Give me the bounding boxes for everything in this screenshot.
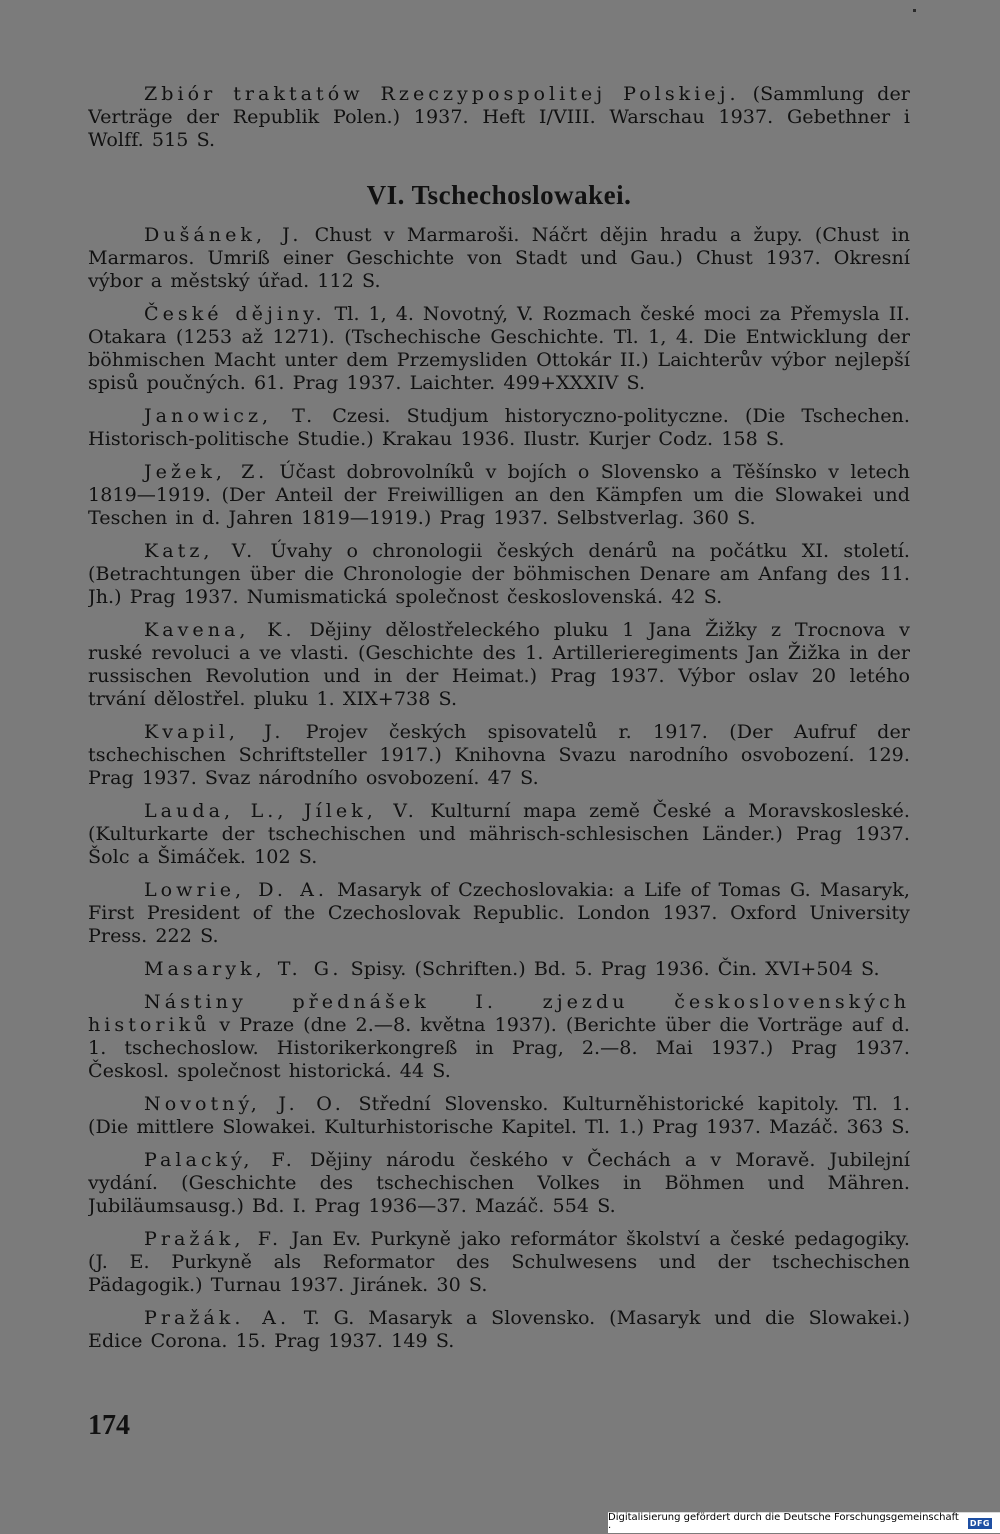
entry-text: v Praze (dne 2.—8. května 1937). (Berichte über die Vorträge auf d. 1. tschechoslow. Historikerkongreß in Prag, 2.—8. Mai 1937.) Prag 1937. Českosl. společnost historická. 44 S. bbox=[88, 1013, 910, 1082]
entry-author: Janowicz, T. bbox=[144, 404, 317, 427]
entry-author: Ježek, Z. bbox=[144, 460, 269, 483]
entry-author: Nástiny přednášek I. zjezdu československých historiků bbox=[88, 990, 910, 1036]
bibliography-entry bbox=[88, 720, 910, 789]
entry-author: Lauda, L., Jílek, V. bbox=[144, 799, 418, 822]
bibliography-entry bbox=[88, 1306, 910, 1352]
section-heading: VI. Tschechoslowakei. bbox=[366, 180, 632, 210]
bibliography-entry bbox=[88, 618, 910, 710]
entry-author: Palacký, F. bbox=[144, 1148, 296, 1171]
bibliography-list bbox=[88, 223, 910, 1352]
bibliography-entry bbox=[88, 460, 910, 529]
entry-author: Novotný, J. O. bbox=[144, 1092, 345, 1115]
entry-author: Masaryk, T. G. bbox=[144, 957, 343, 980]
entry-text: Účast dobrovolníků v bojích o Slovensko a Těšínsko v letech 1819—1919. (Der Anteil der Freiwilligen an den Kämpfen um die Slowakei und Teschen in d. Jahren 1819—1919.) Prag 1937. Selbstverlag. 360 S. bbox=[88, 460, 910, 529]
bibliography-entry bbox=[88, 1092, 910, 1138]
entry-text: Czesi. Studjum historyczno-polityczne. (Die Tschechen. Historisch-politische Studie.) Krakau 1936. Ilustr. Kurjer Codz. 158 S. bbox=[88, 404, 910, 450]
entry-author: Dušánek, J. bbox=[144, 223, 303, 246]
dfg-logo: DFG bbox=[969, 1518, 990, 1528]
bibliography-entry bbox=[88, 799, 910, 868]
entry-author: Pražák. A. bbox=[144, 1306, 291, 1329]
entry-author: Katz, V. bbox=[144, 539, 257, 562]
bibliography-entry bbox=[88, 302, 910, 394]
footer-credit: Digitalisierung gefördert durch die Deutsche Forschungsgemeinschaft · bbox=[608, 1512, 959, 1534]
entry-text: Spisy. (Schriften.) Bd. 5. Prag 1936. Čin. XVI+504 S. bbox=[342, 957, 880, 980]
bibliography-entry bbox=[88, 957, 910, 980]
page-number: 174 bbox=[88, 1410, 130, 1441]
entry-text: Jan Ev. Purkyně jako reformátor školství a české pedagogiky. (J. E. Purkyně als Reformator des Schulwesens und der tschechischen Pädagogik.) Turnau 1937. Jiránek. 30 S. bbox=[88, 1227, 910, 1296]
entry-text: Úvahy o chronologii českých denárů na počátku XI. století. (Betrachtungen über die Chronologie der böhmischen Denare am Anfang des 11. Jh.) Prag 1937. Numismatická společnost československá. 42 S. bbox=[88, 539, 910, 608]
entry-author: Lowrie, D. A. bbox=[144, 878, 328, 901]
entry-text: (Sammlung der Verträge der Republik Polen.) 1937. Heft I/VIII. Warschau 1937. Gebethner i Wolff. 515 S. bbox=[88, 82, 910, 151]
digitization-footer bbox=[608, 1512, 1000, 1533]
entry-author: Kavena, K. bbox=[144, 618, 296, 641]
bibliography-entry-intro bbox=[88, 82, 910, 151]
entry-author: Zbiór traktatów Rzeczypospolitej Polskiej. bbox=[144, 82, 740, 105]
entry-author: Kvapil, J. bbox=[144, 720, 285, 743]
entry-text: T. G. Masaryk a Slovensko. (Masaryk und die Slowakei.) Edice Corona. 15. Prag 1937. 149 S. bbox=[88, 1306, 910, 1352]
entry-author: Pražák, F. bbox=[144, 1227, 283, 1250]
bibliography-entry bbox=[88, 1227, 910, 1296]
entry-text: Tl. 1, 4. Novotný, V. Rozmach české moci za Přemysla II. Otakara (1253 až 1271). (Tschechische Geschichte. Tl. 1, 4. Die Entwicklung der böhmischen Macht unter dem Przemysliden Ottokár II.) Laichterův výbor nejlepší spisů poučných. 61. Prag 1937. Laichter. 499+XXXIV S. bbox=[88, 302, 910, 394]
bibliography-entry bbox=[88, 539, 910, 608]
bibliography-entry bbox=[88, 990, 910, 1082]
bibliography-entry bbox=[88, 404, 910, 450]
bibliography-entry bbox=[88, 878, 910, 947]
entry-text: Střední Slovensko. Kulturněhistorické kapitoly. Tl. 1. (Die mittlere Slowakei. Kulturhistorische Kapitel. Tl. 1.) Prag 1937. Mazáč. 363 S. bbox=[88, 1092, 910, 1138]
entry-text: Chust v Marmaroši. Náčrt dějin hradu a župy. (Chust in Marmaros. Umriß einer Geschichte von Stadt und Gau.) Chust 1937. Okresní výbor a městský úřad. 112 S. bbox=[88, 223, 910, 292]
bibliography-entry bbox=[88, 223, 910, 292]
entry-text: Projev českých spisovatelů r. 1917. (Der Aufruf der tschechischen Schriftsteller 1917.) Knihovna Svazu narodního osvobození. 129. Prag 1937. Svaz národního osvobození. 47 S. bbox=[88, 720, 910, 789]
document-page bbox=[88, 82, 910, 1442]
entry-text: Masaryk of Czechoslovakia: a Life of Tomas G. Masaryk, First President of the Czechoslovak Republic. London 1937. Oxford University Press. 222 S. bbox=[88, 878, 910, 947]
entry-author: České dějiny. bbox=[144, 302, 326, 325]
entry-text: Dějiny dělostřeleckého pluku 1 Jana Žižky z Trocnova v ruské revoluci a ve vlasti. (Geschichte des 1. Artillerieregiments Jan Žižka in der russischen Revolution und in der Heimat.) Prag 1937. Výbor oslav 20 letého trvání dělostřel. pluku 1. XIX+738 S. bbox=[88, 618, 910, 710]
entry-text: Dějiny národu českého v Čechách a v Moravě. Jubilejní vydání. (Geschichte des tschechischen Volkes in Böhmen und Mähren. Jubiläumsausg.) Bd. I. Prag 1936—37. Mazáč. 554 S. bbox=[88, 1148, 910, 1217]
bibliography-entry bbox=[88, 1148, 910, 1217]
scan-speck bbox=[913, 9, 916, 12]
entry-text: Kulturní mapa země České a Moravskosleské. (Kulturkarte der tschechischen und mährisch-schlesischen Länder.) Prag 1937. Šolc a Šimáček. 102 S. bbox=[88, 799, 910, 868]
